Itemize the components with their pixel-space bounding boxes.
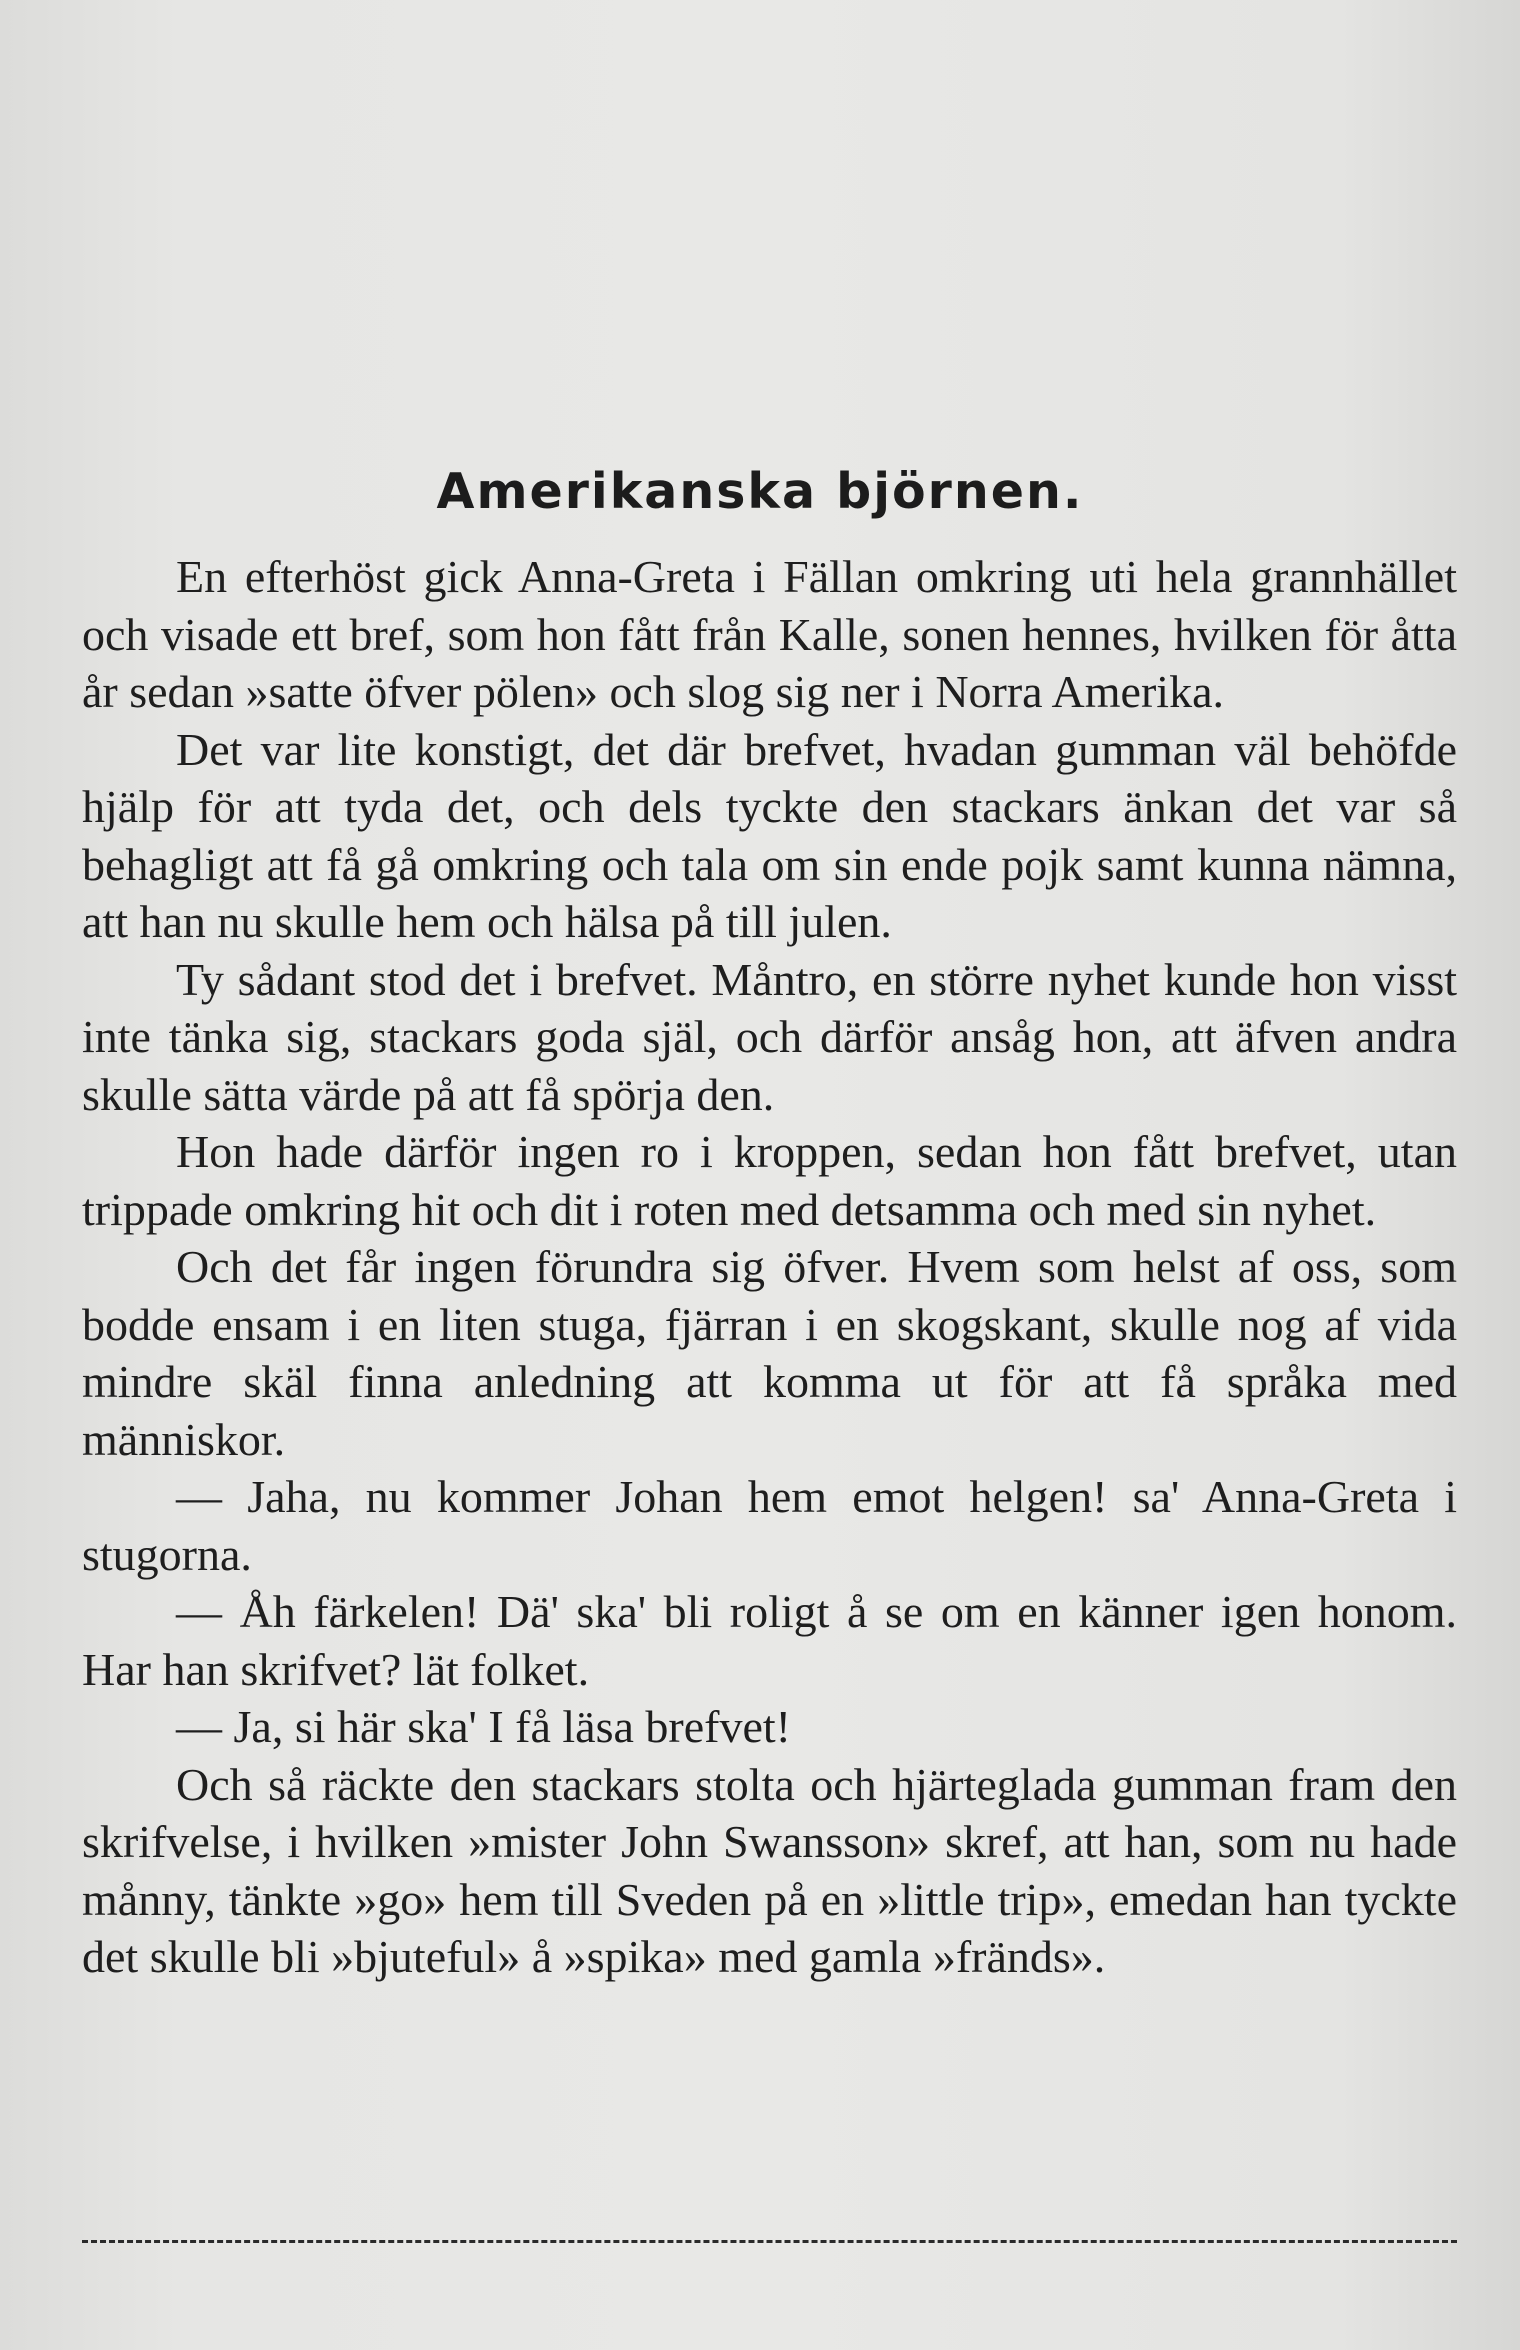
paragraph-5: Och det får ingen förundra sig öfver. Hvem som helst af oss, som bodde ensam i en liten stuga, fjärran i en skogskant, skulle nog af vida mindre skäl finna anledning att komma ut för att få språka med människor. [82,1241,1457,1465]
paragraph-4: Hon hade därför ingen ro i kroppen, sedan hon fått brefvet, utan trippade omkring hit och dit i roten med detsamma och med sin nyhet. [82,1126,1457,1235]
paragraph-1: En efterhöst gick Anna-Greta i Fällan omkring uti hela grannhället och visade ett bref, som hon fått från Kalle, sonen hennes, hvilken för åtta år sedan »satte öfver pölen» och slog sig ner i Norra Amerika. [82,551,1457,717]
dialogue-2: — Åh färkelen! Dä' ska' bli roligt å se om en känner igen honom. Har han skrifvet? lät folket. [82,1586,1457,1695]
section-divider [82,2240,1457,2243]
paragraph-3: Ty sådant stod det i brefvet. Måntro, en större nyhet kunde hon visst inte tänka sig, stackars goda själ, och därför ansåg hon, att äfven andra skulle sätta värde på att få spörja den. [82,953,1457,1120]
dialogue-1: — Jaha, nu kommer Johan hem emot helgen! sa' Anna-Greta i stugorna. [82,1471,1457,1580]
paragraph-6: Och så räckte den stackars stolta och hjärteglada gumman fram den skrifvelse, i hvilken »mister John Swansson» skref, att han, som nu hade månny, tänkte »go» hem till Sveden på en »little trip», emedan han tyckte det skulle bli »bjuteful» å »spika» med gamla »fränds». [82,1758,1457,1982]
paragraph-2: Det var lite konstigt, det där brefvet, hvadan gumman väl behöfde hjälp för att tyda det, och dels tyckte den stackars änkan det var så behagligt att få gå omkring och tala om sin ende pojk samt kunna nämna, att han nu skulle hem och hälsa på till julen. [82,723,1457,947]
dialogue-3: — Ja, si här ska' I få läsa brefvet! [176,1701,791,1752]
article-body [82,548,1457,1986]
page-title: Amerikanska björnen. [436,462,1084,520]
